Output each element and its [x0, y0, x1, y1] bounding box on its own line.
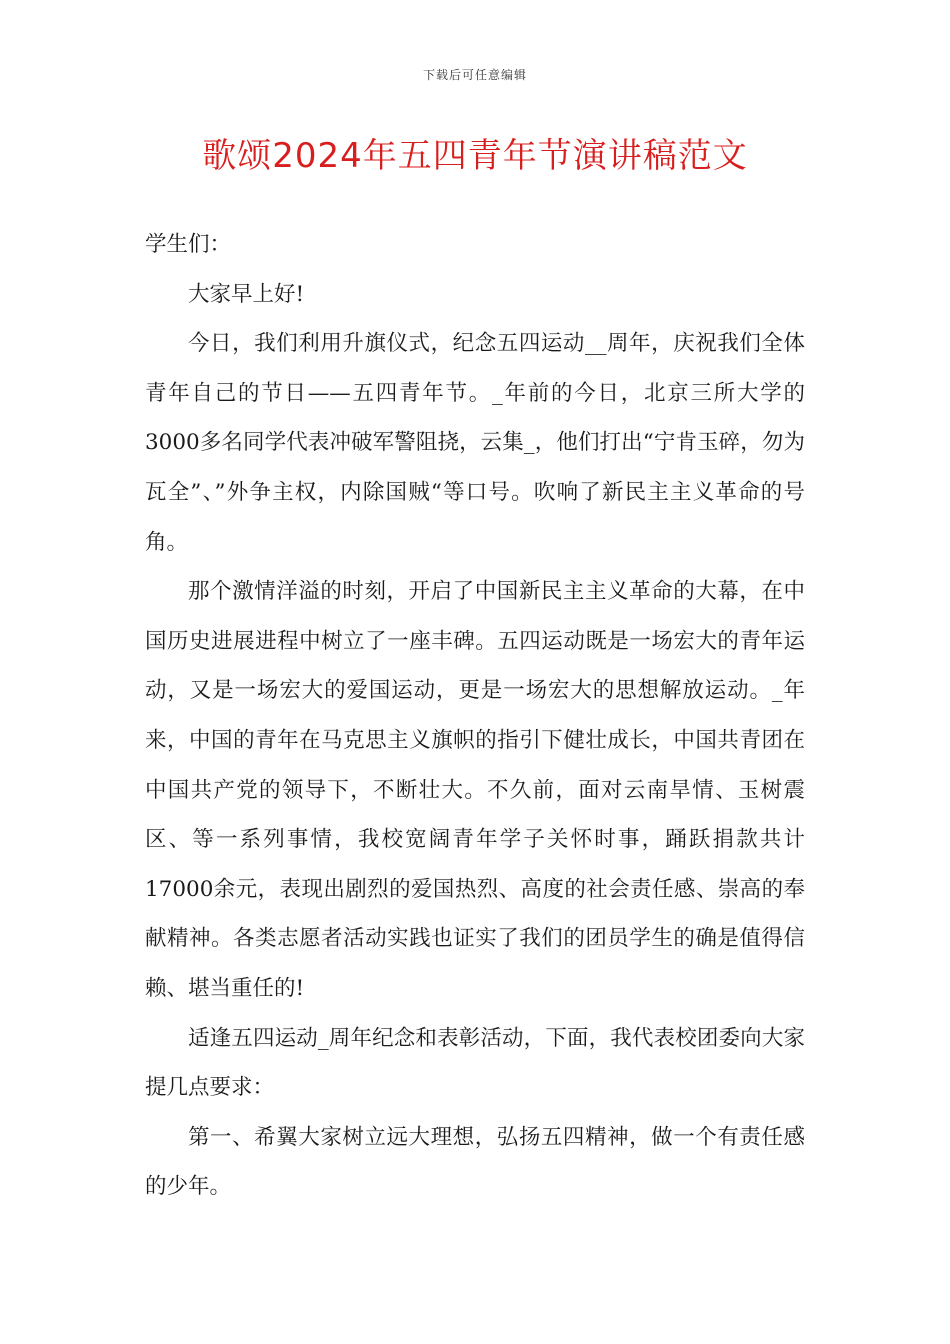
- paragraph-1: 今日，我们利用升旗仪式，纪念五四运动__周年，庆祝我们全体青年自己的节日——五四青年节。_年前的今日，北京三所大学的3000多名同学代表冲破军警阻挠，云集_，他们打出“宁肯玉碎，勿为瓦全”、”外争主权，内除国贼“等口号。吹响了新民主主义革命的号角。: [145, 331, 805, 555]
- paragraph-3: 适逢五四运动_周年纪念和表彰活动，下面，我代表校团委向大家提几点要求：: [145, 1025, 805, 1101]
- paragraph-4: 第一、希翼大家树立远大理想，弘扬五四精神，做一个有责任感的少年。: [145, 1124, 805, 1200]
- document-body: [145, 220, 805, 1212]
- header-note: 下载后可任意编辑: [422, 68, 527, 82]
- salutation: 学生们：: [145, 232, 232, 257]
- paragraph-greeting: 大家早上好!: [188, 281, 305, 307]
- document-title: 歌颂2024年五四青年节演讲稿范文: [202, 136, 748, 176]
- paragraph-2: 那个激情洋溢的时刻，开启了中国新民主主义革命的大幕，在中国历史进展进程中树立了一座丰碑。五四运动既是一场宏大的青年运动，又是一场宏大的爱国运动，更是一场宏大的思想解放运动。_年来，中国的青年在马克思主义旗帜的指引下健壮成长，中国共青团在中国共产党的领导下，不断壮大。不久前，面对云南旱情、玉树震区、等一系列事情，我校宽阔青年学子关怀时事，踊跃捐款共计17000余元，表现出剧烈的爱国热烈、高度的社会责任感、崇高的奉献精神。各类志愿者活动实践也证实了我们的团员学生的确是值得信赖、堪当重任的!: [145, 579, 805, 1001]
